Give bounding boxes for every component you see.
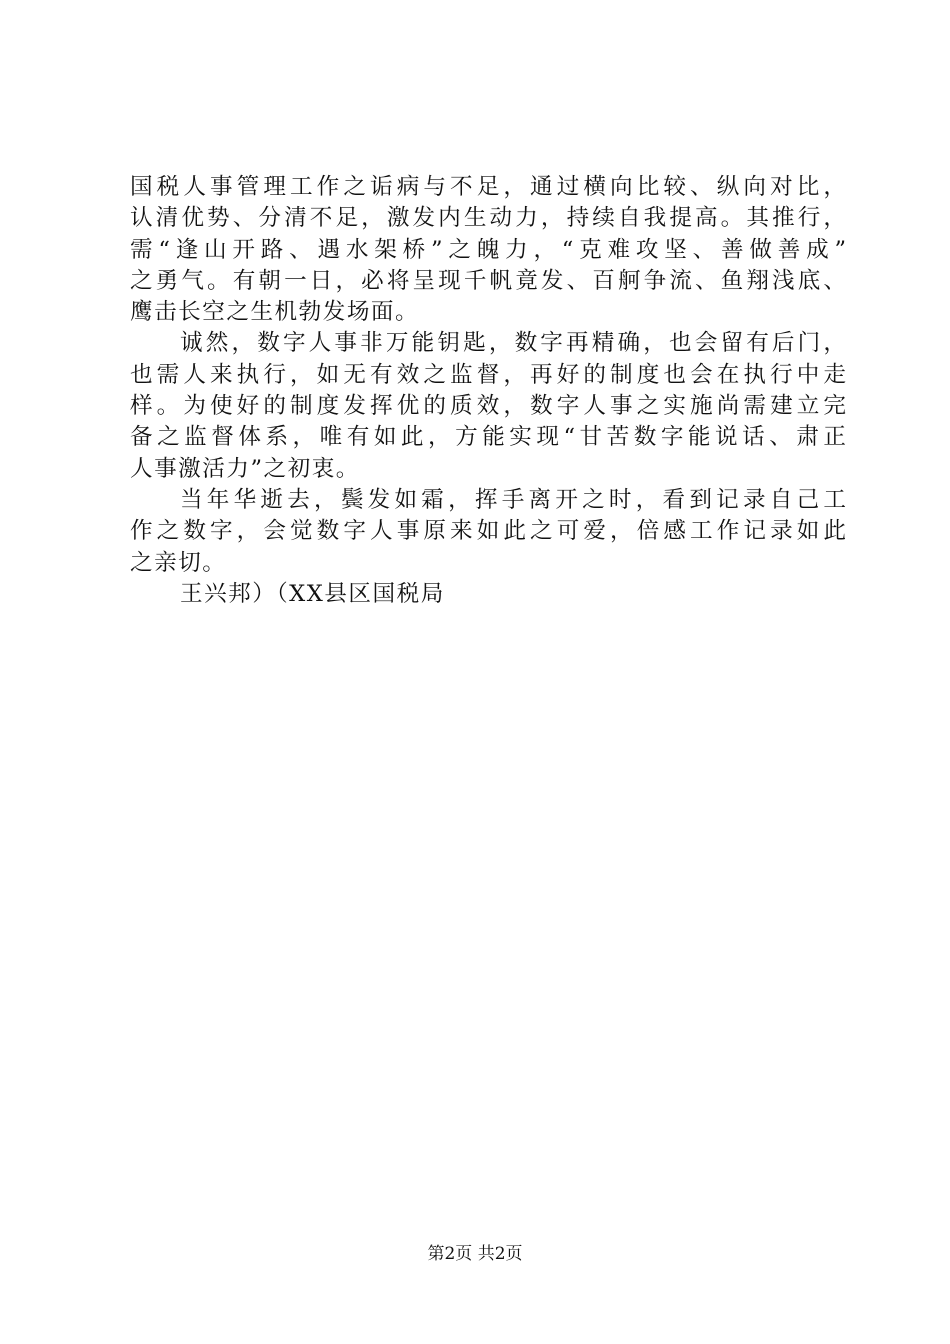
text-line: 国税人事管理工作之诟病与不足，通过横向比较、纵向对比， xyxy=(130,174,846,200)
page-number: 第2页 共2页 xyxy=(427,1244,523,1264)
document-body xyxy=(130,172,846,610)
text-line: 之勇气。有朝一日，必将呈现千帆竟发、百舸争流、鱼翔浅底、 xyxy=(130,267,846,294)
text-line: 诚然，数字人事非万能钥匙，数字再精确，也会留有后门， xyxy=(180,330,846,357)
text-line: 需“逢山开路、遇水架桥”之魄力，“克难攻坚、善做善成” xyxy=(130,236,846,263)
paragraph xyxy=(130,172,846,328)
text-line: 认清优势、分清不足，激发内生动力，持续自我提高。其推行， xyxy=(130,205,846,232)
text-line: 人事激活力”之初衷。 xyxy=(130,455,360,482)
text-line: 样。为使好的制度发挥优的质效，数字人事之实施尚需建立完 xyxy=(130,393,846,420)
paragraph xyxy=(130,579,846,610)
paragraph xyxy=(130,328,846,484)
text-line: 当年华逝去，鬓发如霜，挥手离开之时，看到记录自己工 xyxy=(180,486,846,513)
paragraph xyxy=(130,485,846,579)
text-line: 也需人来执行，如无有效之监督，再好的制度也会在执行中走 xyxy=(130,361,846,388)
text-line: 作之数字，会觉数字人事原来如此之可爱，倍感工作记录如此 xyxy=(130,518,846,545)
text-line: 之亲切。 xyxy=(130,549,227,576)
text-line: 鹰击长空之生机勃发场面。 xyxy=(130,299,420,326)
author-line: 王兴邦）（XX县区国税局 xyxy=(180,580,445,607)
text-line: 备之监督体系，唯有如此，方能实现“甘苦数字能说话、肃正 xyxy=(130,424,846,451)
